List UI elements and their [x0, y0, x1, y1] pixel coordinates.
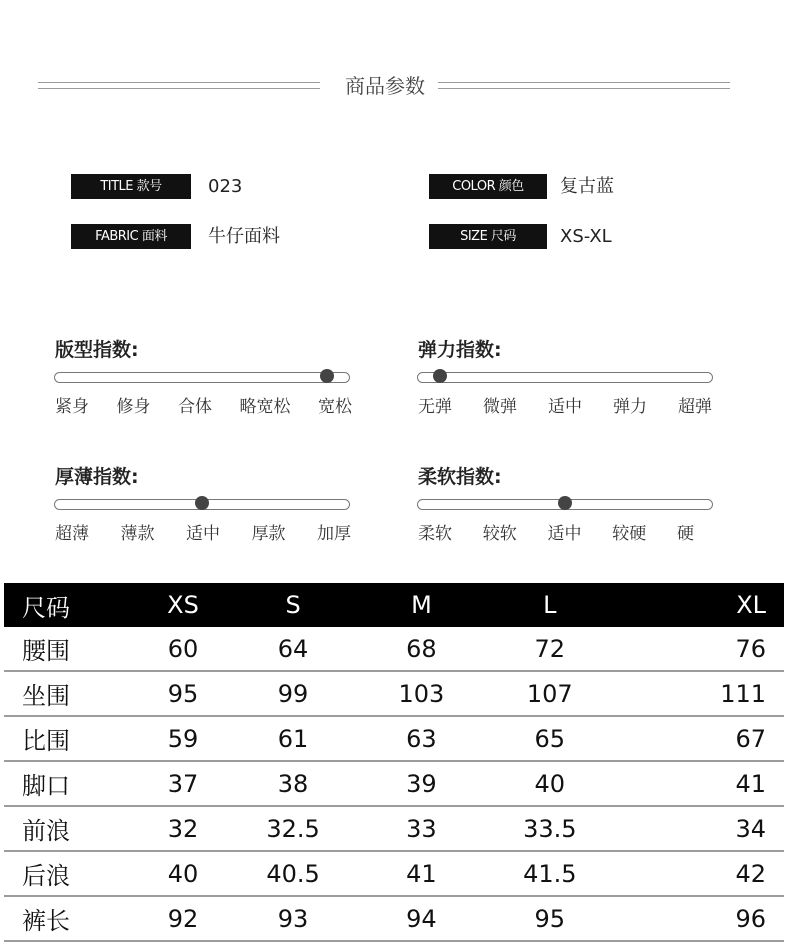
- section-title: 商品参数: [345, 74, 425, 98]
- row-label: 脚口: [4, 761, 142, 806]
- table-cell: 61: [224, 716, 362, 761]
- table-header-row: [4, 583, 784, 627]
- table-cell: 76: [619, 627, 784, 671]
- table-cell: 68: [362, 627, 481, 671]
- index-label: 柔软: [418, 524, 452, 544]
- index-label: 紧身: [55, 397, 89, 417]
- table-cell: 72: [481, 627, 619, 671]
- column-header: 尺码: [4, 583, 142, 627]
- fit-index-knob: [320, 369, 334, 383]
- row-label: 腰围: [4, 627, 142, 671]
- table-row: [4, 627, 784, 671]
- fabric-value: 牛仔面料: [208, 226, 280, 247]
- table-cell: 33.5: [481, 806, 619, 851]
- table-cell: 41: [619, 761, 784, 806]
- index-label: 较硬: [612, 524, 647, 544]
- thickness-index-track: [54, 499, 350, 510]
- column-header: M: [362, 583, 481, 627]
- index-label: 修身: [116, 397, 151, 417]
- index-label: 超薄: [55, 524, 89, 544]
- index-labels: [55, 519, 351, 544]
- column-header: S: [224, 583, 362, 627]
- index-label: 适中: [547, 524, 582, 544]
- table-cell: 37: [142, 761, 224, 806]
- size-value: XS-XL: [560, 226, 612, 247]
- header-rule-right: [438, 82, 730, 89]
- table-cell: 40.5: [224, 851, 362, 896]
- table-cell: 111: [619, 671, 784, 716]
- header-rule-left: [38, 82, 320, 89]
- elasticity-index-track: [417, 372, 713, 383]
- column-header: XL: [619, 583, 784, 627]
- index-label: 硬: [677, 524, 694, 544]
- table-cell: 93: [224, 896, 362, 941]
- table-cell: 40: [481, 761, 619, 806]
- index-label: 薄款: [120, 524, 155, 544]
- table-row: [4, 761, 784, 806]
- table-cell: 107: [481, 671, 619, 716]
- softness-index-knob: [558, 496, 572, 510]
- index-label: 弹力: [613, 397, 647, 417]
- index-label: 适中: [548, 397, 582, 417]
- softness-index-track: [417, 499, 713, 510]
- table-cell: 103: [362, 671, 481, 716]
- table-cell: 42: [619, 851, 784, 896]
- elasticity-index-knob: [433, 369, 447, 383]
- index-labels: [55, 392, 352, 417]
- table-cell: 95: [142, 671, 224, 716]
- table-cell: 34: [619, 806, 784, 851]
- size-table: [4, 583, 784, 942]
- index-title: 版型指数:: [55, 339, 139, 361]
- color-label: COLOR 颜色: [429, 174, 547, 199]
- column-header: L: [481, 583, 619, 627]
- table-row: [4, 806, 784, 851]
- index-label: 合体: [178, 397, 212, 417]
- table-row: [4, 851, 784, 896]
- size-label: SIZE 尺码: [429, 224, 547, 249]
- index-label: 较软: [482, 524, 517, 544]
- color-value: 复古蓝: [560, 176, 614, 197]
- fabric-label: FABRIC 面料: [71, 224, 191, 249]
- table-cell: 41: [362, 851, 481, 896]
- table-cell: 96: [619, 896, 784, 941]
- title-label: TITLE 款号: [71, 174, 191, 199]
- table-cell: 63: [362, 716, 481, 761]
- title-value: 023: [208, 176, 243, 197]
- table-cell: 32: [142, 806, 224, 851]
- table-cell: 40: [142, 851, 224, 896]
- index-title: 柔软指数:: [418, 466, 502, 488]
- index-label: 适中: [186, 524, 220, 544]
- table-cell: 92: [142, 896, 224, 941]
- table-cell: 60: [142, 627, 224, 671]
- row-label: 裤长: [4, 896, 142, 941]
- table-cell: 33: [362, 806, 481, 851]
- index-label: 超弹: [678, 397, 712, 417]
- table-row: [4, 896, 784, 941]
- row-label: 比围: [4, 716, 142, 761]
- table-cell: 32.5: [224, 806, 362, 851]
- table-cell: 59: [142, 716, 224, 761]
- thickness-index-knob: [195, 496, 209, 510]
- index-title: 弹力指数:: [418, 339, 502, 361]
- table-row: [4, 716, 784, 761]
- table-cell: 38: [224, 761, 362, 806]
- index-title: 厚薄指数:: [55, 466, 139, 488]
- index-label: 加厚: [317, 524, 351, 544]
- index-label: 厚款: [251, 524, 286, 544]
- index-label: 无弹: [418, 397, 452, 417]
- table-cell: 65: [481, 716, 619, 761]
- index-label: 宽松: [318, 397, 352, 417]
- table-cell: 95: [481, 896, 619, 941]
- table-row: [4, 671, 784, 716]
- row-label: 后浪: [4, 851, 142, 896]
- column-header: XS: [142, 583, 224, 627]
- table-cell: 41.5: [481, 851, 619, 896]
- index-label: 微弹: [483, 397, 517, 417]
- index-label: 略宽松: [239, 397, 291, 417]
- table-cell: 39: [362, 761, 481, 806]
- row-label: 前浪: [4, 806, 142, 851]
- table-cell: 99: [224, 671, 362, 716]
- table-cell: 67: [619, 716, 784, 761]
- row-label: 坐围: [4, 671, 142, 716]
- fit-index-track: [54, 372, 350, 383]
- index-labels: [418, 392, 712, 417]
- index-labels: [418, 519, 694, 544]
- table-cell: 64: [224, 627, 362, 671]
- table-cell: 94: [362, 896, 481, 941]
